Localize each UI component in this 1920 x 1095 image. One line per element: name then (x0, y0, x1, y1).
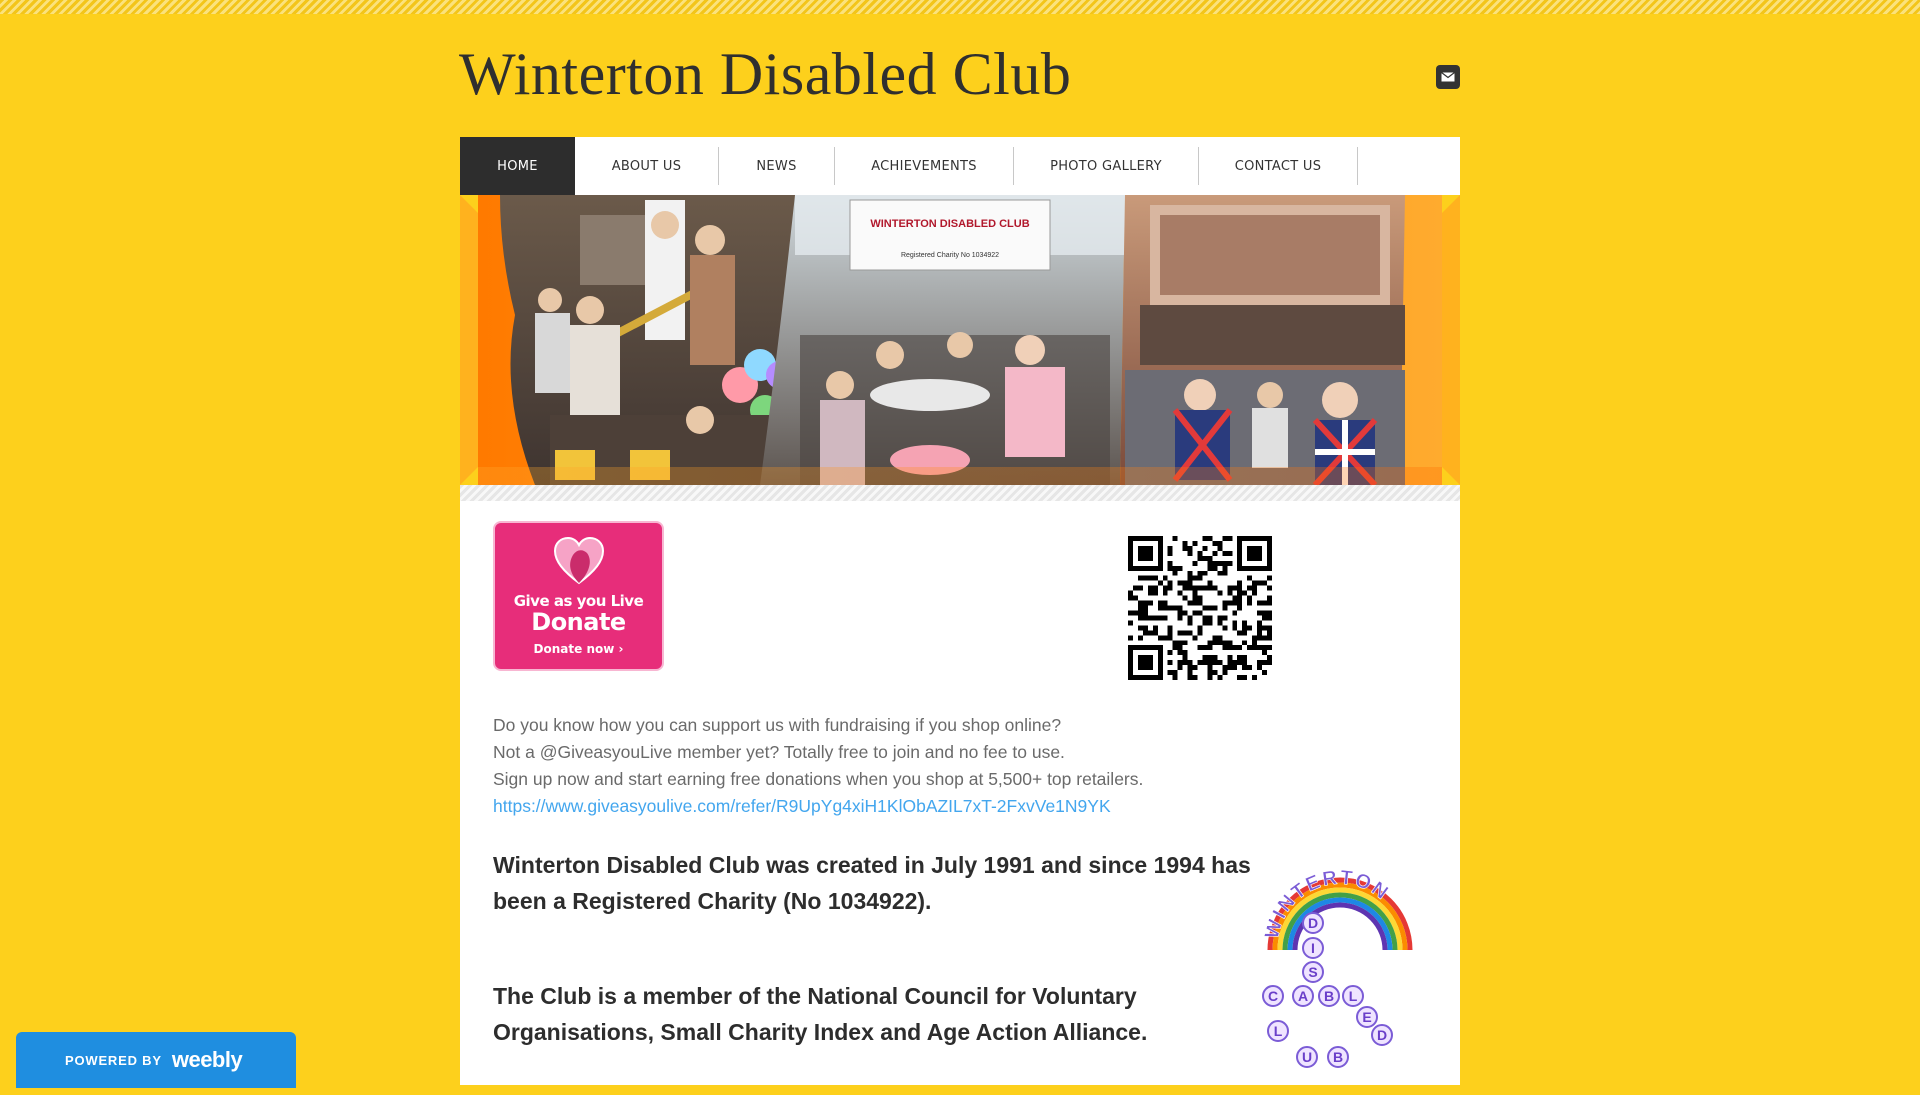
logo-letter: E (1362, 1009, 1372, 1025)
logo-letter: I (1311, 940, 1315, 956)
banner-sign-title: WINTERTON DISABLED CLUB (870, 218, 1030, 230)
donate-badge-brand: Give as you Live (513, 592, 644, 610)
logo-letter: L (1348, 988, 1358, 1004)
nav-item-photo-gallery[interactable]: PHOTO GALLERY (1050, 158, 1162, 174)
logo-letter: S (1308, 964, 1318, 980)
site-title[interactable]: Winterton Disabled Club (459, 41, 1072, 107)
intro-paragraph-founding: Winterton Disabled Club was created in July 1991 and since 1994 has been a Registered Charity (No 1034922). (493, 852, 1251, 914)
logo-letter: C (1267, 988, 1279, 1004)
nav-item-news[interactable]: NEWS (756, 158, 797, 174)
logo-letter: D (1307, 915, 1319, 931)
donate-now-link[interactable]: Donate now › (533, 642, 624, 656)
intro-paragraph-membership: The Club is a member of the National Council for Voluntary Organisations, Small Charity Index and Age Action Alliance. (493, 983, 1148, 1045)
promo-line-3: Sign up now and start earning free donations when you shop at 5,500+ top retailers. (493, 769, 1144, 789)
nav-separator (1357, 147, 1358, 185)
qr-code (1128, 536, 1272, 685)
logo-arc-text: WINTERTON (1261, 866, 1394, 942)
top-decorative-stripe (0, 0, 1920, 14)
logo-letter: U (1301, 1049, 1313, 1065)
heart-icon (495, 537, 662, 590)
nav-item-contact-us[interactable]: CONTACT US (1234, 158, 1322, 174)
banner-sign-charity: Registered Charity No 1034922 (900, 252, 1000, 259)
donate-badge-title: Donate (531, 608, 626, 636)
club-rainbow-logo (1250, 850, 1430, 1095)
content-divider-stripe (460, 485, 1460, 501)
giveasyoulive-referral-link[interactable]: https://www.giveasyoulive.com/refer/R9UpYg4xiH1KlObAZIL7xT-2FxvVe1N9YK (493, 796, 1111, 816)
powered-by-label: POWERED BY (65, 1052, 162, 1068)
main-content (460, 485, 1460, 1085)
nav-item-home[interactable]: HOME (460, 137, 575, 195)
nav-item-achievements[interactable]: ACHIEVEMENTS (871, 158, 977, 174)
fundraising-promo (493, 712, 1143, 820)
promo-line-2: Not a @GiveasyouLive member yet? Totally free to join and no fee to use. (493, 742, 1065, 762)
nav-item-about-us[interactable]: ABOUT US (611, 158, 682, 174)
logo-letter: B (1332, 1049, 1344, 1065)
logo-letter: A (1297, 988, 1309, 1004)
promo-line-1: Do you know how you can support us with fundraising if you shop online? (493, 715, 1062, 735)
logo-letter: B (1323, 988, 1335, 1004)
main-navigation (460, 137, 1460, 195)
mail-icon[interactable] (1436, 65, 1460, 89)
weebly-logo: weebly (171, 1047, 243, 1072)
give-as-you-live-donate-button[interactable] (493, 521, 664, 671)
logo-letter: L (1273, 1023, 1283, 1039)
header-banner-collage (460, 195, 1460, 485)
logo-letter: D (1376, 1027, 1388, 1043)
